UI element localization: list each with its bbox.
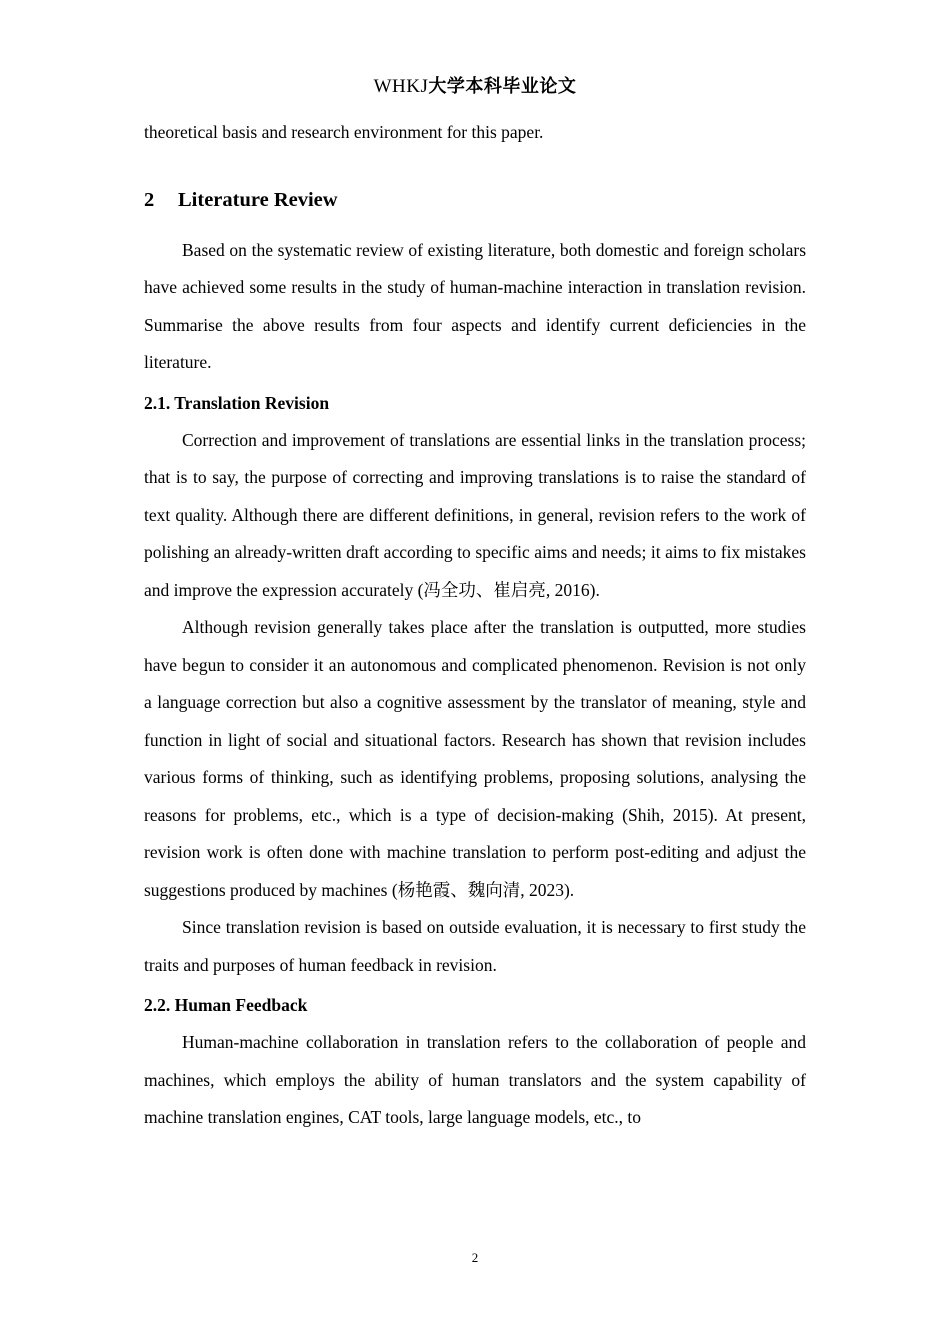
header-cjk: 大学本科毕业论文 <box>428 76 577 97</box>
header-latin: WHKJ <box>373 76 429 97</box>
section-number: 2 <box>144 188 155 211</box>
section-title: Literature Review <box>178 188 338 211</box>
paragraph-revision-1: Correction and improvement of translations are essential links in the translation process; that is to say, the purpose of correcting and improving translations is to raise the standard of text quality. Although there are different definitions, in general, revision refers to the work of polishing an already-written draft according to specific aims and needs; it aims to fix mistakes and improve the expression accurately (冯全功、崔启亮, 2016). <box>144 429 806 600</box>
paragraph-revision-3: Since translation revision is based on outside evaluation, it is necessary to first study the traits and purposes of human feedback in revision. <box>144 917 806 975</box>
page-number: 2 <box>471 1250 479 1265</box>
paragraph-intro-tail: theoretical basis and research environment for this paper. <box>144 122 544 142</box>
section-heading <box>144 186 806 214</box>
paragraph-revision-2: Although revision generally takes place after the translation is outputted, more studies have begun to consider it an autonomous and complicated phenomenon. Revision is not only a language correction but also a cognitive assessment by the translator of meaning, style and function in light of social and situational factors. Research has shown that revision includes various forms of thinking, such as identifying problems, proposing solutions, analysing the reasons for problems, etc., which is a type of decision-making (Shih, 2015). At present, revision work is often done with machine translation to perform post-editing and adjust the suggestions produced by machines (杨艳霞、魏向清, 2023). <box>144 617 806 900</box>
subsection-heading-translation-revision: 2.1. Translation Revision <box>144 392 330 413</box>
subsection-heading-human-feedback: 2.2. Human Feedback <box>144 995 308 1015</box>
paragraph-lit-intro: Based on the systematic review of existing literature, both domestic and foreign scholars have achieved some results in the study of human-machine interaction in translation revision. Summarise the above results from four aspects and identify current deficiencies in the literature. <box>144 239 806 372</box>
body-content <box>144 114 806 1137</box>
paragraph-feedback-1: Human-machine collaboration in translation refers to the collaboration of people and machines, which employs the ability of human translators and the system capability of machine translation engines, CAT tools, large language models, etc., to <box>144 1032 806 1127</box>
running-header <box>0 72 950 98</box>
